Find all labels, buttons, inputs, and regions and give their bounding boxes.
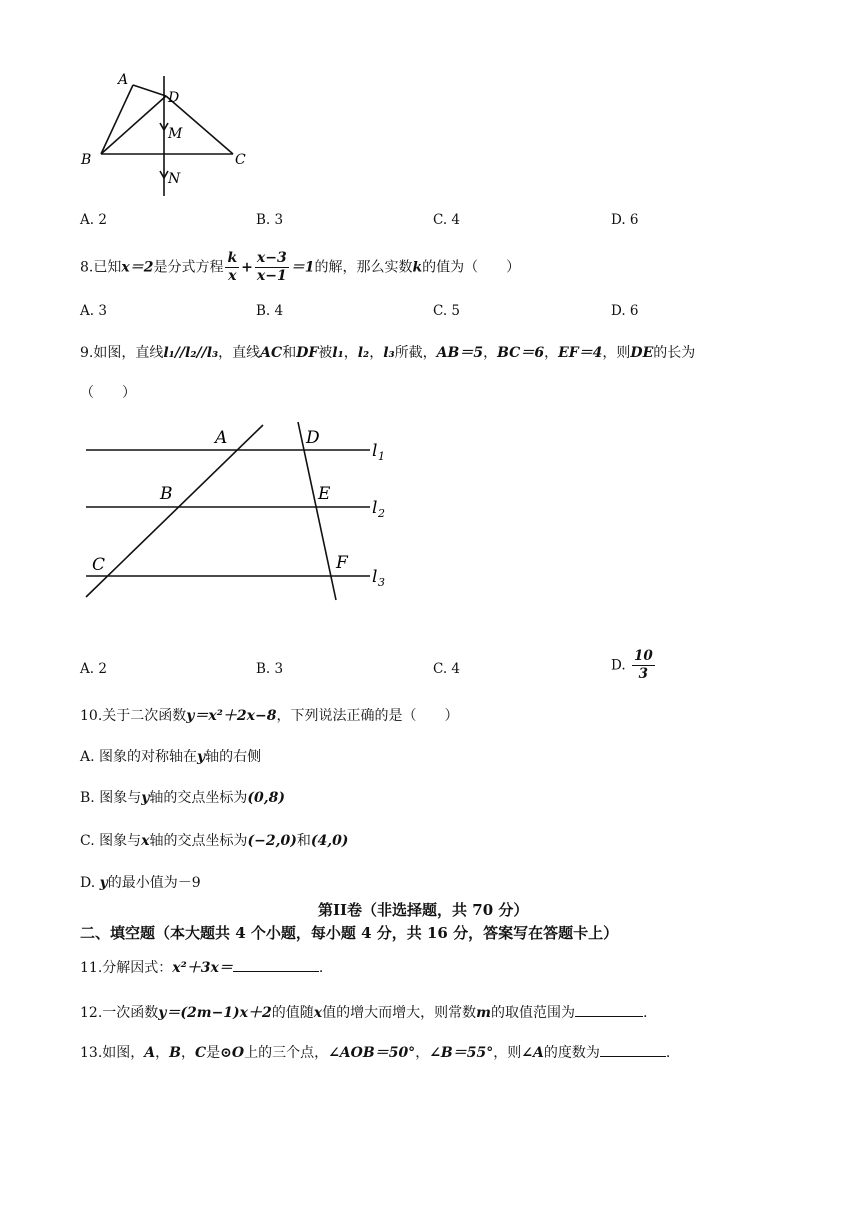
label-M: M [168, 126, 183, 142]
q10-option-b: B. 图象与y轴的交点坐标为(0,8) [80, 790, 285, 806]
fig2-label-A: A [215, 428, 228, 448]
fig2-label-C: C [92, 555, 106, 575]
q9-option-d: D. $\frac{10}{3}$ [611, 648, 653, 682]
fig2-label-F: F [336, 553, 348, 573]
label-B: B [81, 152, 92, 168]
figure-parallel-lines [78, 415, 398, 605]
label-A: A [118, 72, 129, 88]
q13-answer-blank[interactable] [600, 1042, 666, 1057]
fig2-label-l3: l [372, 567, 378, 587]
label-C: C [235, 152, 246, 168]
fig2-label-l2-sub: 2 [378, 507, 385, 520]
q10-option-a: A. 图象的对称轴在y轴的右侧 [80, 749, 262, 765]
fig2-label-E: E [318, 484, 331, 504]
q9-option-d-fraction: $\frac{10}{3}$ [633, 648, 653, 682]
q8-option-a: A. 3 [80, 303, 107, 319]
fig2-label-l1-sub: 1 [378, 450, 385, 463]
q7-option-c: C. 4 [433, 212, 461, 228]
label-D: D [168, 90, 180, 106]
q8-fraction-1: $\frac{k}{x}$ [227, 250, 238, 284]
fig2-label-D: D [306, 428, 320, 448]
q12-answer-blank[interactable] [575, 1002, 643, 1017]
label-N: N [168, 171, 181, 187]
q11-answer-blank[interactable] [233, 957, 319, 972]
q9-option-b: B. 3 [256, 661, 284, 677]
q8-option-b: B. 4 [256, 303, 284, 319]
fig2-label-B: B [160, 484, 173, 504]
q8-option-d: D. 6 [611, 303, 639, 319]
question-8: 8.已知x＝2是分式方程 $\frac{k}{x}$ + $\frac{x-3}{x-1}$ ＝1的解，那么实数k的值为（ ） [80, 250, 521, 284]
q8-option-c: C. 5 [433, 303, 461, 319]
q7-option-b: B. 3 [256, 212, 284, 228]
question-9-paren: （ ） [80, 385, 136, 401]
part-2-heading: 二、填空题（本大题共 4 个小题，每小题 4 分，共 16 分，答案写在答题卡上） [80, 924, 619, 942]
fig2-label-l2: l [372, 498, 378, 518]
question-13: 13.如图，A，B，C是⊙O上的三个点，∠AOB＝50°，∠B＝55°，则∠A的度数为 . [80, 1042, 670, 1062]
fig2-label-l3-sub: 3 [378, 576, 385, 589]
q9-option-c: C. 4 [433, 661, 461, 677]
q9-option-a: A. 2 [80, 661, 107, 677]
q10-option-c: C. 图象与x轴的交点坐标为(−2,0)和(4,0) [80, 833, 349, 849]
fig2-label-l1: l [372, 441, 378, 461]
q10-option-d: D. y的最小值为－9 [80, 875, 201, 891]
question-9: 9.如图，直线l₁//l₂//l₃，直线AC和DF被l₁，l₂，l₃所截，AB＝5，BC＝6，EF＝4，则DE的长为 [80, 345, 696, 361]
question-10: 10.关于二次函数y＝x²＋2x−8，下列说法正确的是（ ） [80, 708, 459, 724]
section-title: 第II卷（非选择题，共 70 分） [318, 901, 529, 919]
figure-triangle-perpendicular-bisector [78, 68, 278, 203]
question-12: 12.一次函数y＝(2m−1)x＋2的值随x值的增大而增大，则常数m的取值范围为 . [80, 1002, 647, 1022]
question-11: 11.分解因式：x²＋3x＝ . [80, 957, 323, 977]
q7-option-d: D. 6 [611, 212, 639, 228]
q8-fraction-2: $\frac{x-3}{x-1}$ [256, 250, 287, 284]
q7-option-a: A. 2 [80, 212, 107, 228]
